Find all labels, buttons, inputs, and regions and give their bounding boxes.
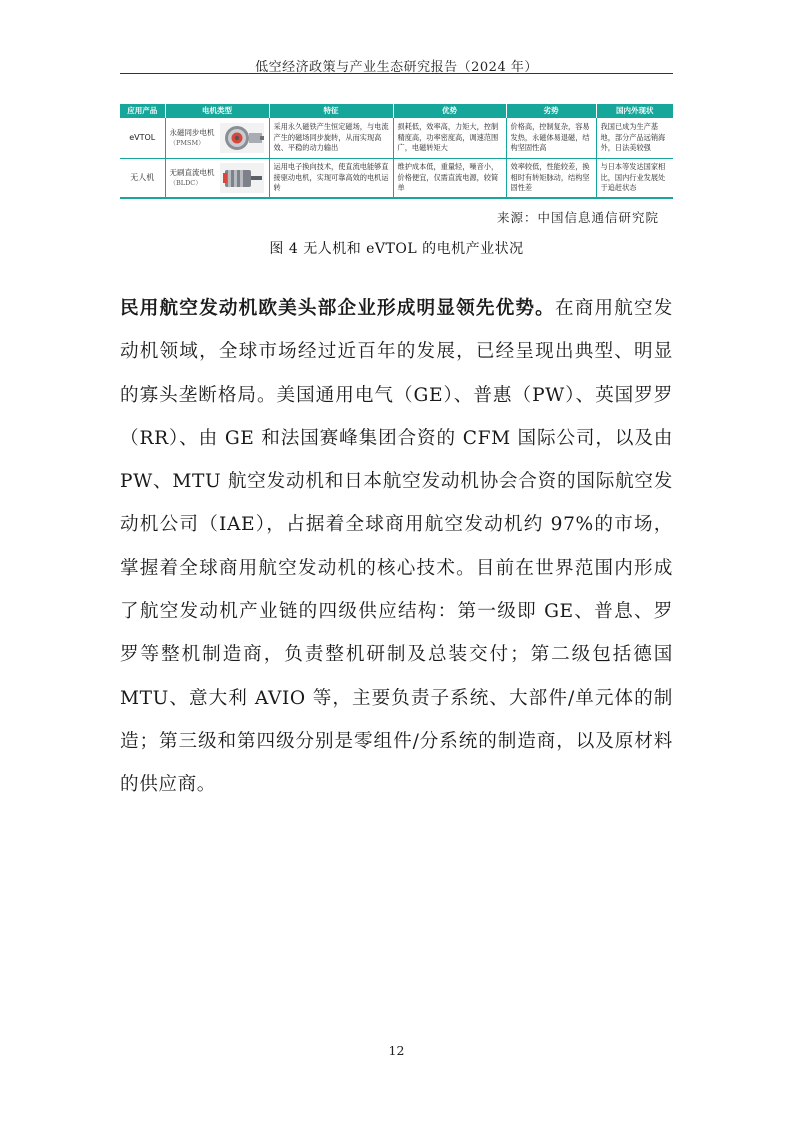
- application-cell: 无人机: [120, 158, 165, 198]
- header-feature: 特征: [269, 104, 393, 118]
- disadvantage-cell: 效率较低，性能较差，换相时有转矩脉动，结构坚固性差: [506, 158, 596, 198]
- page-number: 12: [388, 1043, 405, 1058]
- source-note: 来源：中国信息通信研究院: [496, 210, 659, 225]
- pmsm-motor-image: [219, 122, 265, 154]
- table-header-row: [120, 104, 673, 118]
- header-status: 国内外现状: [596, 104, 673, 118]
- motor-type-cell: [165, 118, 269, 158]
- advantage-cell: 损耗低，效率高，力矩大，控制精度高，功率密度高，调速范围广，电磁转矩大: [393, 118, 506, 158]
- figure-caption: 图 4 无人机和 eVTOL 的电机产业状况: [269, 241, 524, 257]
- motor-comparison-table: [120, 104, 673, 199]
- advantage-cell: 维护成本低，重量轻，噪音小，价格便宜，仅需直流电源，较简单: [393, 158, 506, 198]
- header-application: 应用产品: [120, 104, 165, 118]
- feature-cell: 运用电子换向技术，使直流电能够直接驱动电机，实现可靠高效的电机运转: [269, 158, 393, 198]
- status-cell: 我国已成为生产基地，部分产品远销海外，日法美较强: [596, 118, 673, 158]
- paragraph-lead: 民用航空发动机欧美头部企业形成明显领先优势。: [120, 298, 555, 319]
- running-header: 低空经济政策与产业生态研究报告（2024 年）: [255, 60, 538, 75]
- motor-name: 无刷直流电机: [169, 168, 215, 178]
- motor-name: 永磁同步电机: [169, 128, 215, 138]
- disadvantage-cell: 价格高，控制复杂，容易发热，永磁体易退磁，结构坚固性高: [506, 118, 596, 158]
- feature-cell: 采用永久磁铁产生恒定磁场，与电流产生的磁场同步旋转，从而实现高效、平稳的动力输出: [269, 118, 393, 158]
- paragraph-text: 在商用航空发动机领域，全球市场经过近百年的发展，已经呈现出典型、明显的寡头垄断格局。美国通用电气（GE）、普惠（PW）、英国罗罗（RR）、由 GE 和法国赛峰集团合资的 CFM 国际公司，以及由 PW、MTU 航空发动机和日本航空发动机协会合资的国际航空发动机公司（IAE），占据着全球商用航空发动机约 97%的市场，掌握着全球商用航空发动机的核心技术。目前在世界范围内形成了航空发动机产业链的四级供应结构：第一级即 GE、普息、罗罗等整机制造商，负责整机研制及总装交付；第二级包括德国 MTU、意大利 AVIO 等，主要负责子系统、大部件/单元体的制造；第三级和第四级分别是零组件/分系统的制造商，以及原材料的供应商。: [120, 298, 673, 796]
- application-cell: eVTOL: [120, 118, 165, 158]
- table-row: [120, 158, 673, 198]
- motor-abbr: （PMSM）: [169, 138, 205, 147]
- header-motor-type: 电机类型: [165, 104, 269, 118]
- header-disadvantage: 劣势: [506, 104, 596, 118]
- header-advantage: 优势: [393, 104, 506, 118]
- bldc-motor-image: [219, 162, 265, 194]
- header-rule: [120, 73, 673, 74]
- motor-abbr: （BLDC）: [169, 178, 202, 187]
- status-cell: 与日本等发达国家相比，国内行业发展处于追赶状态: [596, 158, 673, 198]
- body-paragraph: [120, 287, 673, 807]
- table-row: [120, 118, 673, 158]
- motor-type-cell: [165, 158, 269, 198]
